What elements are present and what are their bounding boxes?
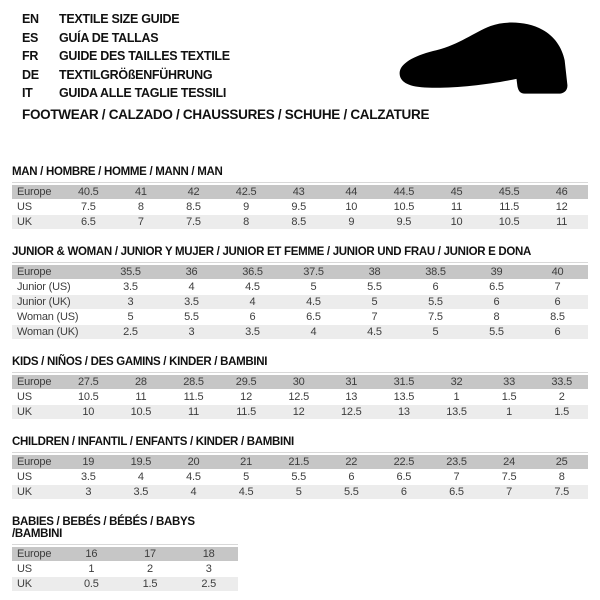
lang-code: IT <box>22 86 33 101</box>
size-cell: 32 <box>450 375 463 388</box>
size-cell: 27.5 <box>77 375 99 388</box>
size-cell: 8 <box>558 470 565 483</box>
size-cell: 6 <box>348 470 355 483</box>
size-cell: 5 <box>127 310 134 323</box>
row-label: US <box>17 470 32 483</box>
table-row <box>12 485 588 499</box>
size-cell: 9.5 <box>396 215 412 228</box>
row-label: UK <box>17 405 32 418</box>
size-cell: 1.5 <box>142 577 158 590</box>
size-cell: 6.5 <box>489 280 504 293</box>
size-cell: 1 <box>506 405 513 418</box>
size-cell: 22.5 <box>393 455 415 468</box>
size-cell: 33.5 <box>551 375 572 388</box>
size-cell: 20 <box>187 455 200 468</box>
size-cell: 3 <box>188 325 195 338</box>
size-cell: 5 <box>432 325 439 338</box>
size-cell: 4 <box>190 485 197 498</box>
size-cell: 3.5 <box>80 470 96 483</box>
size-cell: 16 <box>85 547 98 560</box>
table-row <box>12 200 588 214</box>
row-label: US <box>17 200 32 213</box>
size-tables <box>0 166 600 591</box>
size-cell: 46 <box>555 185 568 198</box>
row-label: Europe <box>17 265 52 278</box>
size-cell: 11 <box>450 200 462 213</box>
size-cell: 8 <box>137 200 144 213</box>
size-cell: 10.5 <box>393 200 415 213</box>
table-rows <box>12 372 588 419</box>
row-label: Europe <box>17 455 52 468</box>
size-cell: 25 <box>555 455 568 468</box>
table-row <box>12 470 588 484</box>
lang-code: ES <box>22 30 39 45</box>
table-row <box>12 455 588 469</box>
size-cell: 5.5 <box>367 280 382 293</box>
size-cell: 11.5 <box>499 200 519 213</box>
size-cell: 1.5 <box>554 405 570 418</box>
size-cell: 7 <box>453 470 460 483</box>
table-row <box>12 295 588 309</box>
lang-code: DE <box>22 67 39 82</box>
lang-title: GUIDA ALLE TAGLIE TESSILI <box>59 86 227 101</box>
size-cell: 7 <box>506 485 513 498</box>
size-cell: 33 <box>503 375 516 388</box>
row-label: Junior (US) <box>17 280 71 293</box>
size-cell: 2 <box>147 562 153 575</box>
table-title: BABIES / BEBÉS / BÉBÉS / BABYS /BAMBINI <box>12 515 195 540</box>
size-cell: 7 <box>137 215 144 228</box>
table-row <box>12 185 588 199</box>
size-cell: 10 <box>82 405 95 418</box>
size-cell: 36 <box>185 265 198 278</box>
size-cell: 13 <box>345 390 358 403</box>
row-label: Europe <box>17 375 52 388</box>
lang-title: TEXTILE SIZE GUIDE <box>59 12 180 26</box>
table-rows <box>12 544 238 591</box>
table-title: CHILDREN / INFANTIL / ENFANTS / KINDER / BAMBINI <box>12 435 294 448</box>
size-cell: 5 <box>371 295 378 308</box>
size-cell: 44.5 <box>393 185 415 198</box>
table-rows <box>12 182 588 229</box>
size-cell: 45 <box>450 185 463 198</box>
size-cell: 30 <box>292 375 305 388</box>
size-table-man <box>12 166 588 229</box>
lang-title: TEXTILGRÖßENFÜHRUNG <box>59 67 213 82</box>
size-cell: 12 <box>240 390 253 403</box>
size-cell: 43 <box>292 185 305 198</box>
size-cell: 7.5 <box>554 485 570 498</box>
size-cell: 10 <box>450 215 463 228</box>
table-rows <box>12 262 588 339</box>
size-cell: 4 <box>249 295 256 308</box>
size-cell: 19 <box>82 455 95 468</box>
size-cell: 12 <box>292 405 305 418</box>
size-cell: 41 <box>134 185 147 198</box>
size-cell: 5.5 <box>291 470 307 483</box>
size-cell: 2.5 <box>123 325 138 338</box>
size-cell: 39 <box>490 265 503 278</box>
size-cell: 3 <box>205 562 212 575</box>
table-title: JUNIOR & WOMAN / JUNIOR Y MUJER / JUNIOR ET FEMME / JUNIOR UND FRAU / JUNIOR E DONA <box>12 245 532 258</box>
size-cell: 7 <box>371 310 378 323</box>
size-cell: 6.5 <box>306 310 321 323</box>
row-label: Europe <box>17 547 52 560</box>
table-row <box>12 547 238 561</box>
size-cell: 4 <box>188 280 195 293</box>
size-cell: 8.5 <box>291 215 307 228</box>
size-cell: 11.5 <box>236 405 256 418</box>
size-cell: 38.5 <box>425 265 446 278</box>
row-label: UK <box>17 577 32 590</box>
size-cell: 37.5 <box>303 265 324 278</box>
size-cell: 18 <box>202 547 215 560</box>
table-row <box>12 577 238 591</box>
size-cell: 40 <box>551 265 564 278</box>
row-label: US <box>17 562 32 575</box>
size-cell: 6 <box>554 325 561 338</box>
size-cell: 42 <box>187 185 200 198</box>
table-row <box>12 265 588 279</box>
size-cell: 10 <box>345 200 358 213</box>
size-cell: 8 <box>493 310 500 323</box>
size-cell: 5.5 <box>428 295 443 308</box>
size-cell: 4.5 <box>367 325 382 338</box>
size-cell: 9 <box>243 200 250 213</box>
row-label: US <box>17 390 32 403</box>
size-cell: 40.5 <box>77 185 99 198</box>
size-cell: 9 <box>348 215 355 228</box>
size-cell: 10.5 <box>77 390 99 403</box>
dress-shoe-icon <box>390 14 580 102</box>
size-cell: 23.5 <box>446 455 467 468</box>
table-row <box>12 375 588 389</box>
size-cell: 5.5 <box>489 325 504 338</box>
size-cell: 10.5 <box>498 215 520 228</box>
row-label: Junior (UK) <box>17 295 71 308</box>
lang-title: GUIDE DES TAILLES TEXTILE <box>59 49 230 64</box>
size-cell: 4.5 <box>238 485 254 498</box>
size-cell: 3.5 <box>123 280 138 293</box>
lang-title: GUÍA DE TALLAS <box>59 30 159 45</box>
size-cell: 31.5 <box>393 375 415 388</box>
size-cell: 2 <box>558 390 565 403</box>
size-cell: 21 <box>240 455 253 468</box>
table-rows <box>12 452 588 499</box>
size-cell: 8.5 <box>186 200 201 213</box>
size-cell: 1 <box>453 390 460 403</box>
size-cell: 6 <box>400 485 407 498</box>
row-label: Woman (UK) <box>17 325 79 338</box>
table-row <box>12 310 588 324</box>
size-cell: 7.5 <box>80 200 96 213</box>
size-cell: 22 <box>345 455 358 468</box>
table-row <box>12 562 238 576</box>
size-cell: 5.5 <box>184 310 199 323</box>
size-cell: 6.5 <box>396 470 412 483</box>
lang-code: EN <box>22 12 39 26</box>
size-cell: 6.5 <box>80 215 96 228</box>
size-cell: 4 <box>137 470 144 483</box>
size-cell: 6.5 <box>449 485 464 498</box>
size-cell: 7.5 <box>186 215 201 228</box>
size-cell: 3 <box>85 485 92 498</box>
size-table-kids <box>12 356 588 419</box>
size-cell: 4.5 <box>186 470 201 483</box>
size-cell: 11 <box>556 215 568 228</box>
size-cell: 38 <box>368 265 381 278</box>
table-row <box>12 390 588 404</box>
size-cell: 5.5 <box>343 485 359 498</box>
size-table-babies <box>12 516 238 591</box>
size-cell: 5 <box>310 280 317 293</box>
size-table-children <box>12 436 588 499</box>
row-label: UK <box>17 485 32 498</box>
size-cell: 13.5 <box>446 405 467 418</box>
size-cell: 10.5 <box>130 405 152 418</box>
table-row <box>12 405 588 419</box>
size-cell: 2.5 <box>201 577 217 590</box>
size-cell: 11 <box>187 405 199 418</box>
size-cell: 9.5 <box>291 200 307 213</box>
size-cell: 11.5 <box>183 390 204 403</box>
size-cell: 6 <box>432 280 439 293</box>
size-cell: 8.5 <box>550 310 565 323</box>
size-cell: 29.5 <box>235 375 257 388</box>
size-cell: 31 <box>345 375 358 388</box>
size-cell: 8 <box>243 215 250 228</box>
size-cell: 1 <box>88 562 95 575</box>
size-cell: 3.5 <box>245 325 260 338</box>
table-row <box>12 280 588 294</box>
size-cell: 5 <box>295 485 302 498</box>
size-cell: 6 <box>493 295 500 308</box>
size-cell: 44 <box>345 185 358 198</box>
row-label: UK <box>17 215 32 228</box>
size-cell: 19.5 <box>130 455 152 468</box>
size-cell: 17 <box>144 547 156 560</box>
lang-code: FR <box>22 49 39 64</box>
size-cell: 4.5 <box>245 280 260 293</box>
size-cell: 36.5 <box>242 265 263 278</box>
row-label: Woman (US) <box>17 310 79 323</box>
table-row <box>12 215 588 229</box>
size-cell: 35.5 <box>120 265 141 278</box>
size-cell: 28.5 <box>183 375 204 388</box>
size-cell: 6 <box>249 310 256 323</box>
size-cell: 5 <box>243 470 250 483</box>
size-cell: 12.5 <box>288 390 309 403</box>
size-cell: 12 <box>555 200 568 213</box>
size-cell: 1.5 <box>501 390 517 403</box>
size-cell: 4.5 <box>306 295 321 308</box>
size-cell: 24 <box>503 455 516 468</box>
size-cell: 7 <box>554 280 561 293</box>
size-table-junior-woman <box>12 246 588 339</box>
size-cell: 4 <box>310 325 317 338</box>
size-cell: 6 <box>554 295 561 308</box>
size-cell: 11 <box>135 390 147 403</box>
size-cell: 0.5 <box>83 577 99 590</box>
size-cell: 3.5 <box>184 295 199 308</box>
size-cell: 12.5 <box>340 405 362 418</box>
table-title: MAN / HOMBRE / HOMME / MANN / MAN <box>12 165 223 178</box>
size-cell: 28 <box>134 375 147 388</box>
size-cell: 7.5 <box>501 470 517 483</box>
size-cell: 3 <box>127 295 134 308</box>
category-title: FOOTWEAR / CALZADO / CHAUSSURES / SCHUHE / CALZATURE <box>22 106 430 122</box>
table-title: KIDS / NIÑOS / DES GAMINS / KINDER / BAMBINI <box>12 355 268 368</box>
size-cell: 3.5 <box>133 485 149 498</box>
size-cell: 42.5 <box>235 185 257 198</box>
row-label: Europe <box>17 185 52 198</box>
size-cell: 45.5 <box>498 185 520 198</box>
table-row <box>12 325 588 339</box>
size-cell: 21.5 <box>288 455 309 468</box>
size-cell: 13 <box>397 405 410 418</box>
size-cell: 7.5 <box>428 310 443 323</box>
size-cell: 13.5 <box>393 390 415 403</box>
